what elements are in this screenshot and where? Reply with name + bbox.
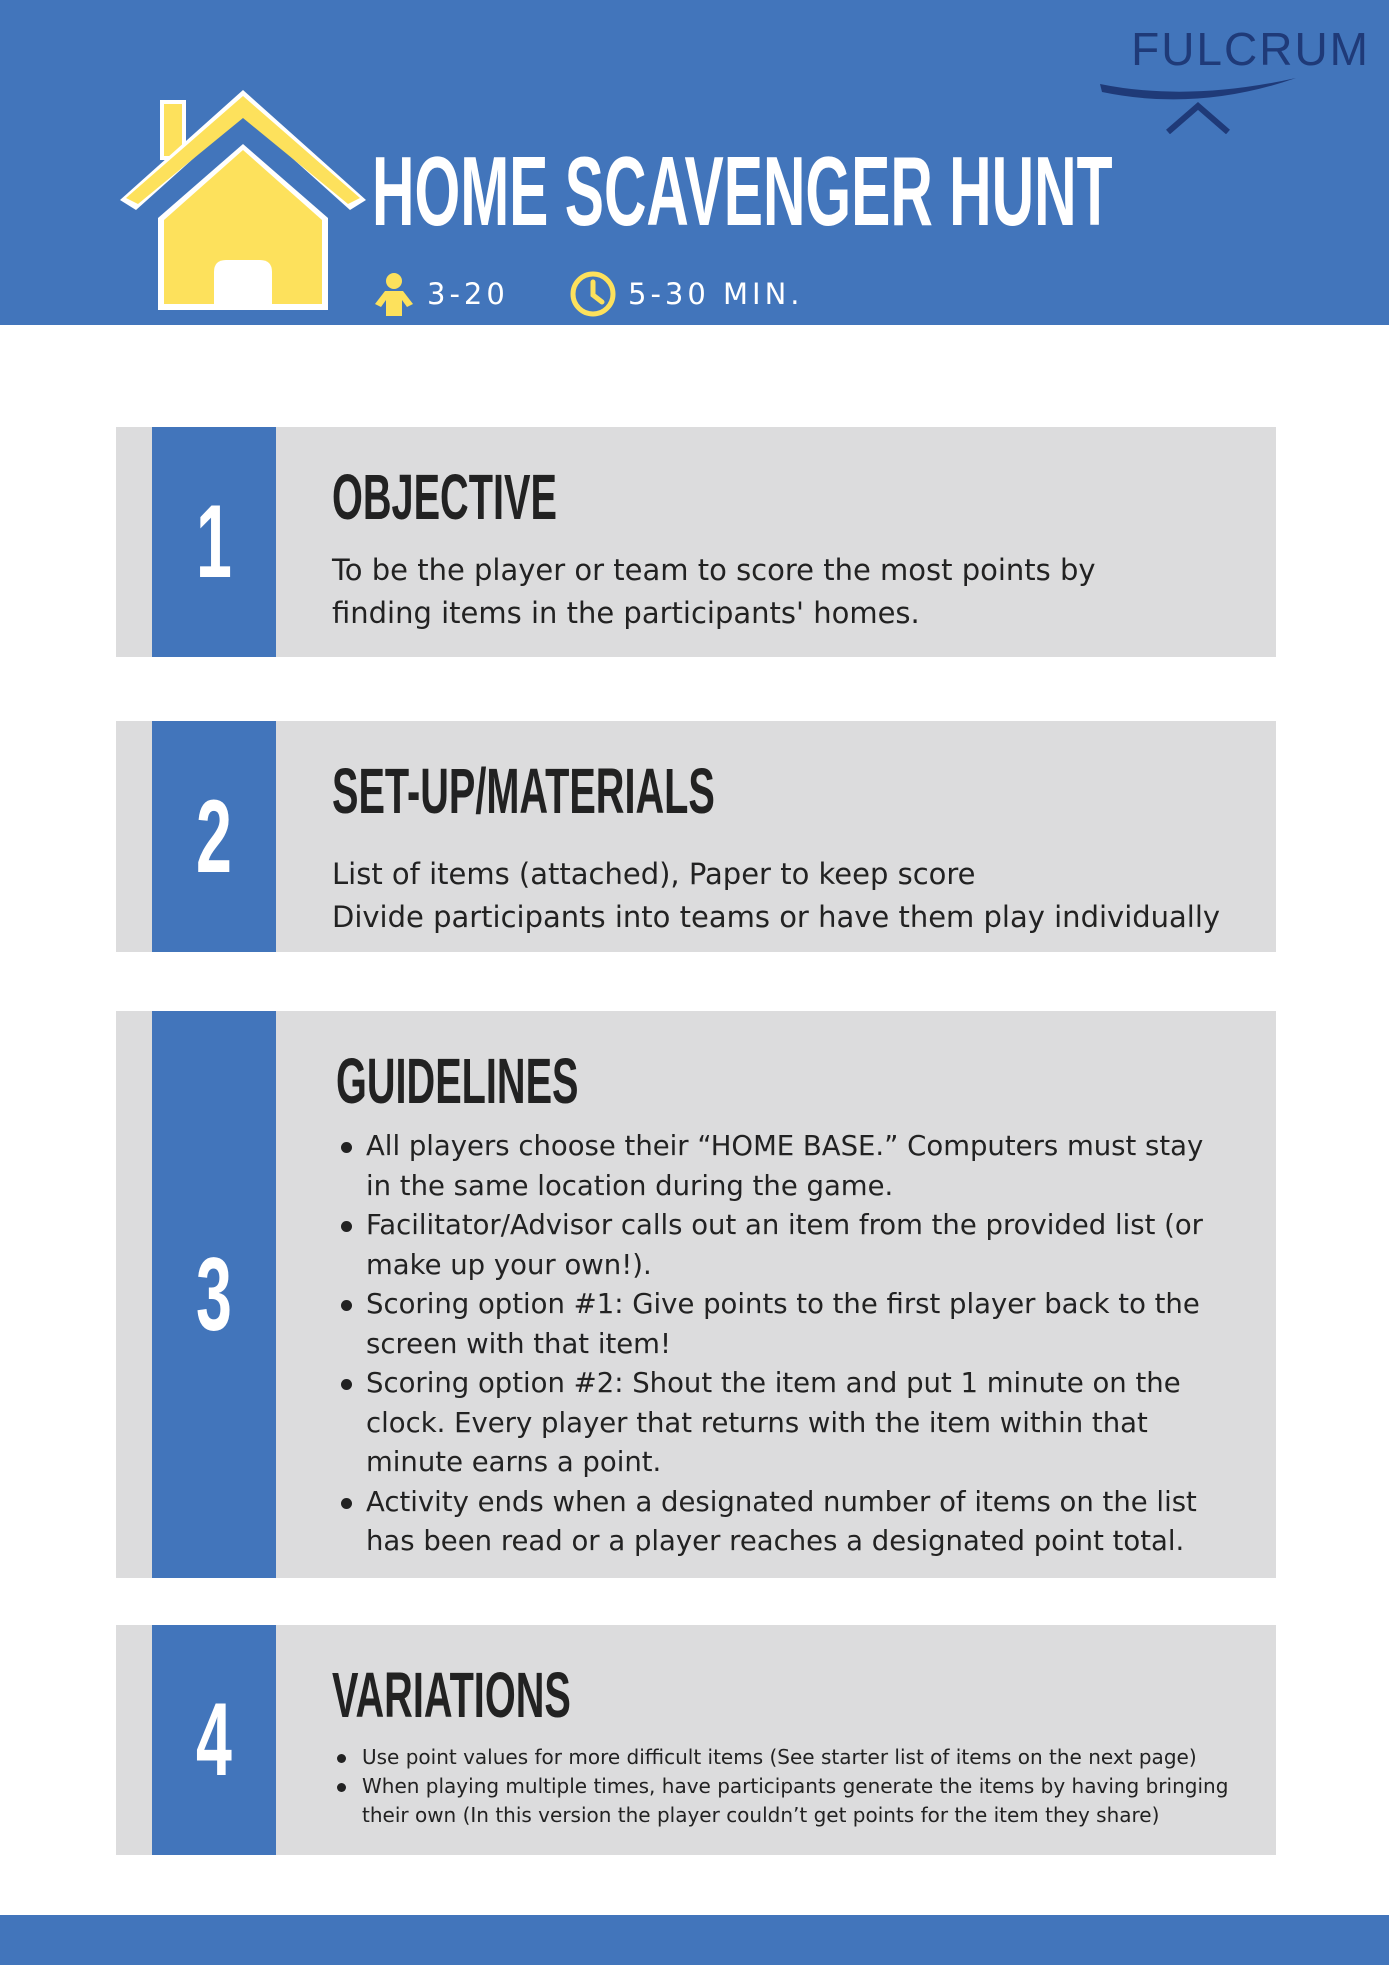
- section-title: SET-UP/MATERIALS: [332, 755, 715, 827]
- list-item: Use point values for more difficult items (See starter list of items on the next page): [332, 1743, 1236, 1772]
- section-number: 4: [196, 1682, 232, 1798]
- section-text: [332, 853, 1252, 939]
- section-text: [332, 549, 1252, 635]
- play-time: [570, 270, 804, 318]
- section-number: 3: [196, 1236, 232, 1353]
- list-item: Scoring option #2: Shout the item and put 1 minute on the clock. Every player that returns with the item within that minute earns a point.: [336, 1364, 1216, 1483]
- section-variations: [116, 1625, 1276, 1855]
- logo-text: FULCRUM: [1131, 23, 1370, 75]
- section-title: VARIATIONS: [332, 1659, 571, 1731]
- section-title: GUIDELINES: [336, 1045, 579, 1117]
- section-number-bar: [152, 427, 276, 657]
- section-setup-materials: [116, 721, 1276, 952]
- section-title: OBJECTIVE: [332, 461, 557, 533]
- list-item: When playing multiple times, have participants generate the items by having bringing their own (In this version the player couldn’t get points for the item they share): [332, 1772, 1236, 1830]
- fulcrum-logo: [1098, 22, 1370, 114]
- header-banner: [0, 0, 1389, 325]
- play-time-label: 5-30 MIN.: [628, 277, 804, 311]
- section-objective: [116, 427, 1276, 657]
- player-count-label: 3-20: [427, 277, 509, 311]
- section-number-bar: [152, 721, 276, 952]
- house-icon: [118, 82, 368, 318]
- section-number: 1: [196, 484, 232, 600]
- person-icon: [373, 272, 415, 316]
- list-item: Activity ends when a designated number of items on the list has been read or a player reaches a designated point total.: [336, 1483, 1216, 1562]
- section-guidelines: [116, 1011, 1276, 1578]
- text-line: To be the player or team to score the most points by: [332, 553, 1096, 587]
- guidelines-list: [336, 1127, 1216, 1562]
- list-item: All players choose their “HOME BASE.” Computers must stay in the same location during the game.: [336, 1127, 1216, 1206]
- section-number-bar: [152, 1011, 276, 1578]
- list-item: Scoring option #1: Give points to the first player back to the screen with that item!: [336, 1285, 1216, 1364]
- section-number-bar: [152, 1625, 276, 1855]
- clock-icon: [570, 271, 616, 317]
- text-line: finding items in the participants' homes.: [332, 596, 920, 630]
- fulcrum-swoosh-icon: [1098, 58, 1298, 134]
- text-line: List of items (attached), Paper to keep score: [332, 857, 976, 891]
- section-number: 2: [196, 778, 232, 895]
- page-title: HOME SCAVENGER HUNT: [372, 136, 1113, 246]
- player-count: [373, 270, 509, 318]
- variations-list: [332, 1743, 1236, 1830]
- footer-band: [0, 1915, 1389, 1965]
- text-line: Divide participants into teams or have them play individually: [332, 900, 1221, 934]
- list-item: Facilitator/Advisor calls out an item from the provided list (or make up your own!).: [336, 1206, 1216, 1285]
